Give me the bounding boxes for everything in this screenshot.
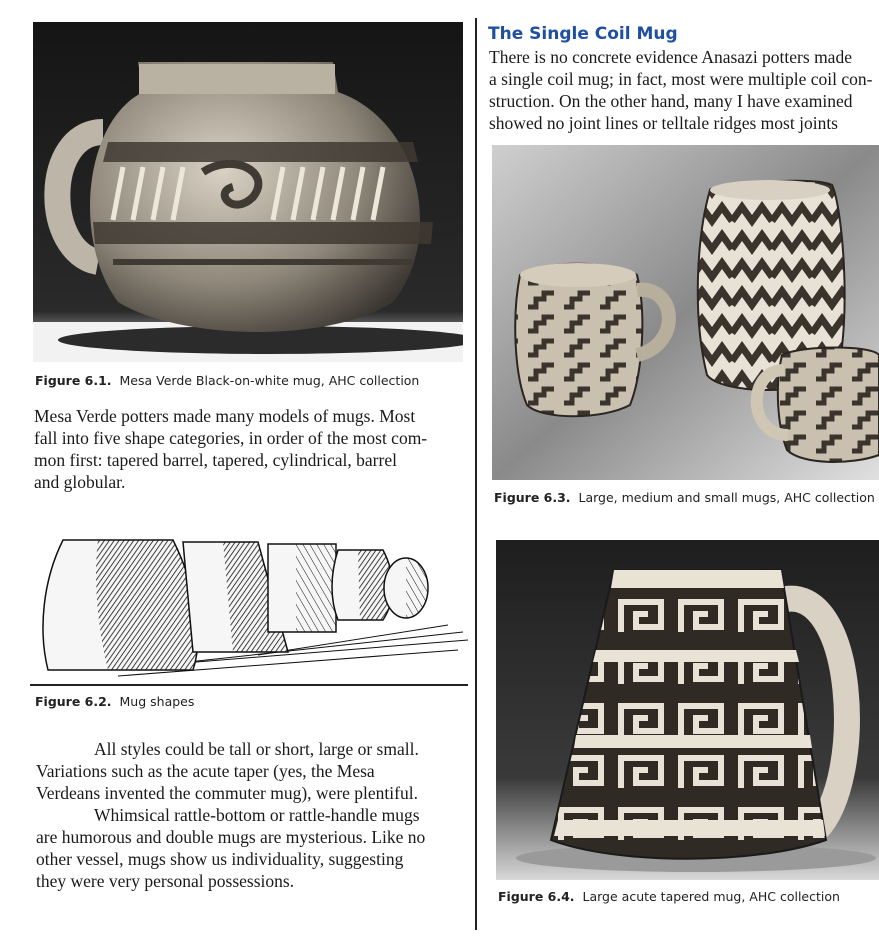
text-line: There is no concrete evidence Anasazi potters made xyxy=(489,47,852,67)
text-line: Mesa Verde potters made many models of mugs. Most xyxy=(34,406,416,426)
figure-6-2-drawing xyxy=(38,530,468,680)
figure-caption-text: Mesa Verde Black-on-white mug, AHC collection xyxy=(119,373,420,388)
figure-label: Figure 6.1. xyxy=(35,373,112,388)
paragraph-single-coil xyxy=(489,46,879,134)
figure-6-1-photo xyxy=(33,22,463,362)
text-line: Variations such as the acute taper (yes, the Mesa xyxy=(36,761,375,781)
figure-6-2-caption xyxy=(35,694,194,709)
text-line: they were very personal possessions. xyxy=(36,871,295,891)
figure-caption-text: Large, medium and small mugs, AHC collection xyxy=(578,490,875,505)
figure-divider xyxy=(30,684,468,686)
paragraph-mug-styles xyxy=(36,738,461,892)
section-heading: The Single Coil Mug xyxy=(488,24,678,44)
text-line: showed no joint lines or telltale ridges most joints xyxy=(489,113,838,133)
figure-6-4-photo xyxy=(496,540,879,880)
figure-6-3-caption xyxy=(494,490,875,505)
text-line: Verdeans invented the commuter mug), were plentiful. xyxy=(36,783,418,803)
figure-caption-text: Large acute tapered mug, AHC collection xyxy=(582,889,840,904)
text-line: a single coil mug; in fact, most were multiple coil con- xyxy=(489,69,873,89)
figure-label: Figure 6.2. xyxy=(35,694,112,709)
column-divider xyxy=(475,18,477,930)
text-line: and globular. xyxy=(34,472,126,492)
figure-6-3-photo xyxy=(492,145,879,480)
text-line: mon first: tapered barrel, tapered, cylindrical, barrel xyxy=(34,450,397,470)
figure-caption-text: Mug shapes xyxy=(119,694,195,709)
figure-label: Figure 6.3. xyxy=(494,490,571,505)
figure-label: Figure 6.4. xyxy=(498,889,575,904)
text-line: All styles could be tall or short, large or small. xyxy=(94,739,419,759)
text-line: Whimsical rattle-bottom or rattle-handle mugs xyxy=(94,805,420,825)
text-line: are humorous and double mugs are mysterious. Like no xyxy=(36,827,426,847)
figure-6-4-caption xyxy=(498,889,840,904)
text-line: other vessel, mugs show us individuality, suggesting xyxy=(36,849,404,869)
text-line: fall into five shape categories, in order of the most com- xyxy=(34,428,428,448)
figure-6-1-caption xyxy=(35,373,465,388)
paragraph-mug-models xyxy=(34,405,459,493)
text-line: struction. On the other hand, many I have examined xyxy=(489,91,853,111)
